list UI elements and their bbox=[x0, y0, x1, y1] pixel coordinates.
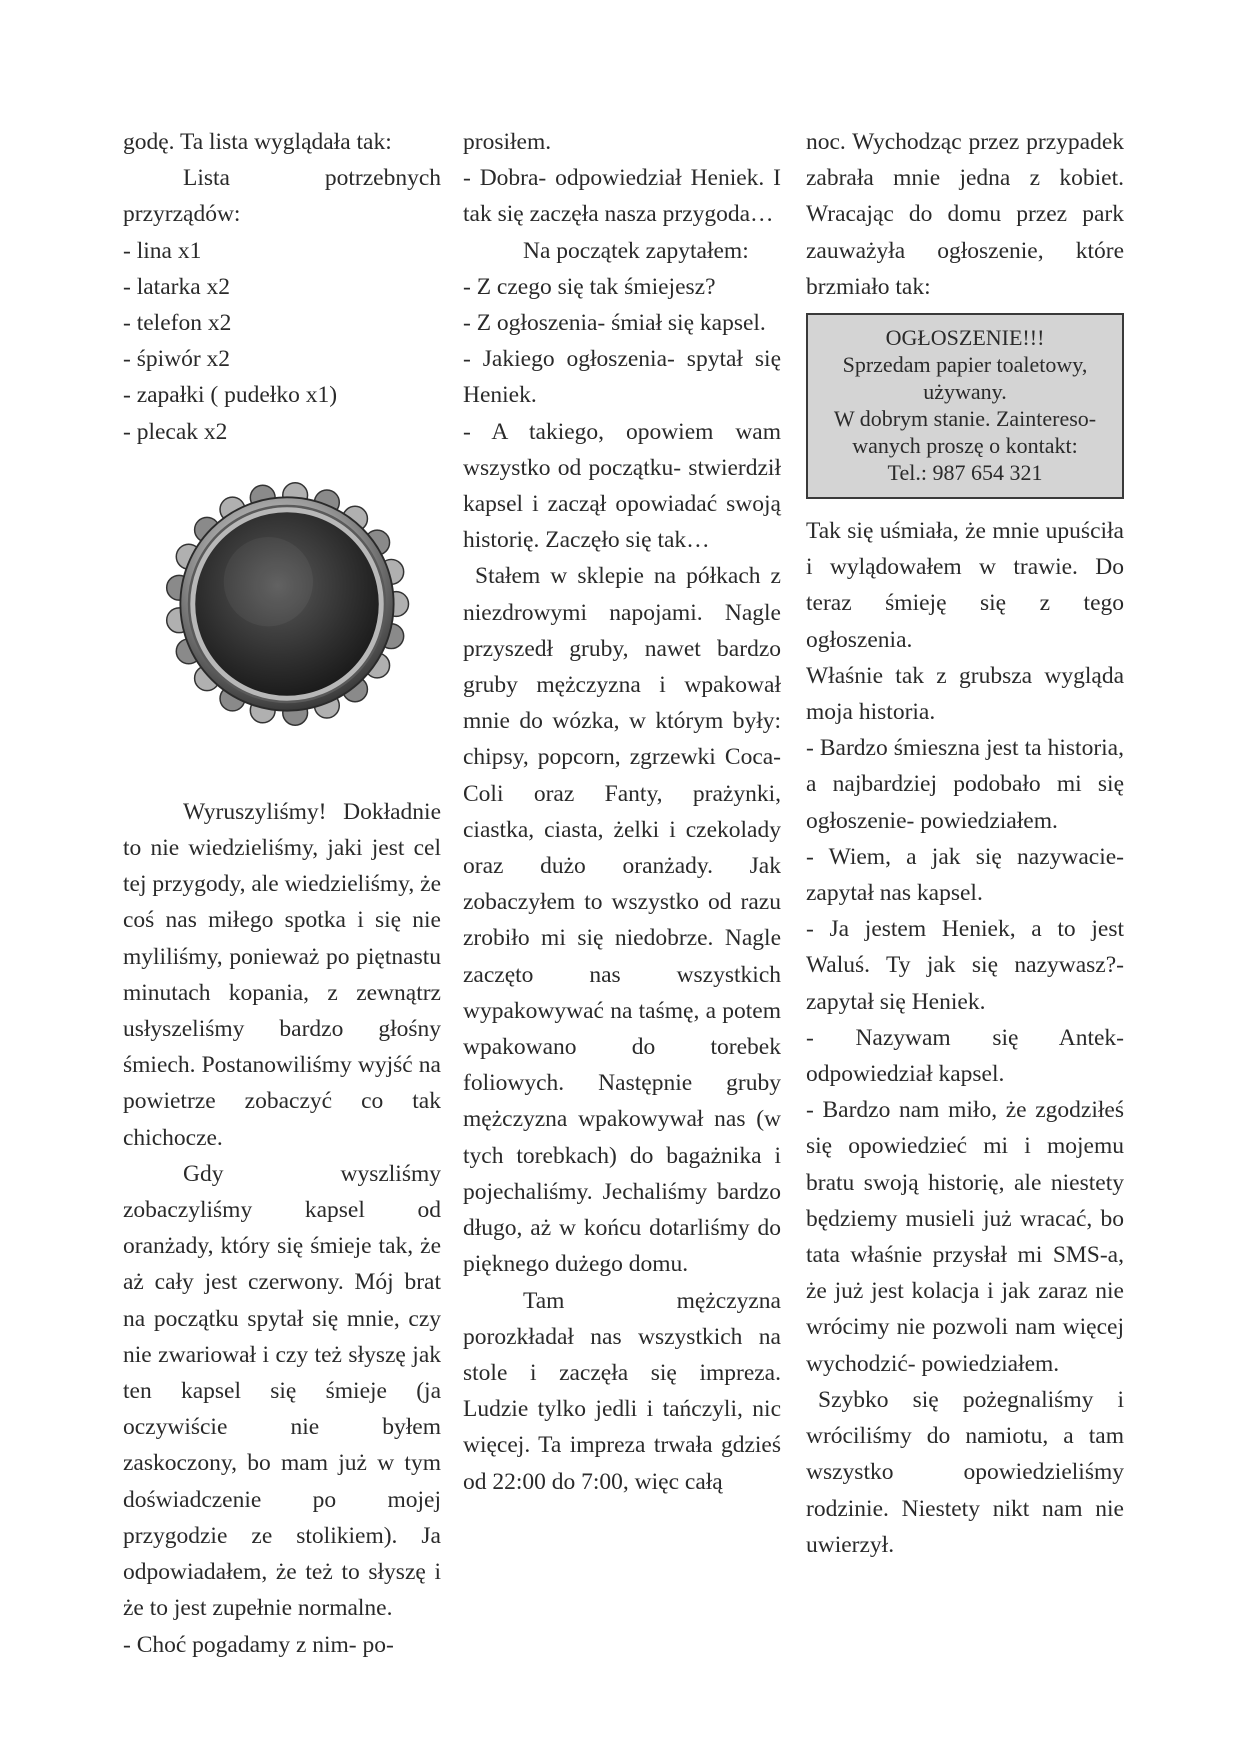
list-item: - lina x1 bbox=[123, 237, 202, 264]
dialogue-line: - Choć pogadamy z nim- po- bbox=[123, 1631, 394, 1658]
dialogue-line: - Z ogłoszenia- śmiał się kapsel. bbox=[463, 310, 766, 337]
dialogue-line: - Ja jestem Heniek, a to jest Waluś. Ty jak się nazywasz?- zapytał się Heniek. bbox=[806, 916, 1124, 1015]
dialogue-line: - Dobra- odpowiedział Heniek. I tak się zaczęła nasza przygoda… bbox=[463, 165, 781, 228]
announcement-line: wanych proszę o kontakt: bbox=[852, 433, 1078, 459]
paragraph-text: Tak się uśmiała, że mnie upuściła i wylądowałem w trawie. Do teraz śmieję się z tego ogłoszenia. bbox=[806, 518, 1124, 653]
dialogue-line: - A takiego, opowiem wam wszystko od początku- stwierdził kapsel i zaczął opowiadać swoją historię. Zaczęło się tak… bbox=[463, 418, 781, 554]
paragraph-party: Tam mężczyzna porozkładał nas wszystkich na stole i zaczęła się impreza. Ludzie tylko jedli i tańczyli, nic więcej. Ta impreza trwała gdzieś od 22:00 do 7:00, więc całą bbox=[463, 1287, 781, 1495]
announcement-line: Tel.: 987 654 321 bbox=[887, 460, 1043, 486]
column-2 bbox=[463, 124, 781, 1500]
paragraph-departure: Wyruszyliśmy! Dokładnie to nie wiedzieliśmy, jaki jest cel tej przygody, ale wiedzieliśmy, że coś nas miłego spotka i się nie myliliśmy, ponieważ po piętnastu minutach kopania, z zewnątrz usłyszeliśmy bardzo głośny śmiech. Postanowiliśmy wyjść na powietrze zobaczyć co tak chichocze. bbox=[123, 798, 441, 1151]
paragraph-park: noc. Wychodząc przez przypadek zabrała mnie jedna z kobiet. Wracając do domu przez park zauważyła ogłoszenie, które brzmiało tak: bbox=[806, 129, 1124, 300]
dialogue-line: - Wiem, a jak się nazywacie- zapytał nas kapsel. bbox=[806, 843, 1124, 907]
list-title: Lista potrzebnych przyrządów: bbox=[123, 165, 441, 228]
dialogue-line: - Z czego się tak śmiejesz? bbox=[463, 273, 716, 300]
list-item: - śpiwór x2 bbox=[123, 346, 231, 373]
list-item: - telefon x2 bbox=[123, 310, 232, 337]
dialogue-line: prosiłem. bbox=[463, 129, 552, 155]
announcement-box bbox=[806, 313, 1124, 499]
dialogue-line: - Bardzo nam miło, że zgodziłeś się opowiedzieć mi i mojemu bratu swoją historię, ale niestety będziemy musieli już wracać, bo tata właśnie przysłał mi SMS-a, że już jest kolacja i jak zaraz nie wrócimy nie pozwoli nam więcej wychodzić- powiedziałem. bbox=[806, 1097, 1124, 1377]
bottle-cap-image bbox=[163, 480, 411, 728]
paragraph-bottle-cap: Gdy wyszliśmy zobaczyliśmy kapsel od oranżady, który się śmieje tak, że aż cały jest czerwony. Mój brat na początku spytał się mnie, czy nie zwariował i czy też słyszę jak ten kapsel się śmieje (ja oczywiście nie byłem zaskoczony, bo mam już w tym doświadczenie po mojej przygodzie ze stolikiem). Ja odpowiadałem, że też to słyszę i że to jest zupełnie normalne. bbox=[123, 1160, 441, 1622]
announcement-line: OGŁOSZENIE!!! bbox=[885, 325, 1045, 351]
announcement-line: Sprzedam papier toaletowy, bbox=[842, 352, 1088, 378]
paragraph-ending: Szybko się pożegnaliśmy i wróciliśmy do namiotu, a tam wszystko opowiedzieliśmy rodzinie. Niestety nikt nam nie uwierzył. bbox=[806, 1386, 1124, 1558]
announcement-line: W dobrym stanie. Zaintereso- bbox=[833, 406, 1097, 432]
list-item: - zapałki ( pudełko x1) bbox=[123, 382, 338, 409]
dialogue-line: - Jakiego ogłoszenia- spytał się Heniek. bbox=[463, 346, 781, 409]
column-3 bbox=[806, 124, 1124, 1563]
list-item: - plecak x2 bbox=[123, 418, 228, 445]
list-item: - latarka x2 bbox=[123, 273, 231, 300]
announcement-line: używany. bbox=[923, 379, 1007, 405]
bottle-cap-illustration bbox=[123, 480, 441, 780]
paragraph-text: Właśnie tak z grubsza wygląda moja historia. bbox=[806, 662, 1124, 726]
intro-text: godę. Ta lista wyglądała tak: bbox=[123, 129, 392, 155]
dialogue-line: - Nazywam się Antek- odpowiedział kapsel. bbox=[806, 1024, 1124, 1088]
paragraph-story: Stałem w sklepie na półkach z niezdrowymi napojami. Nagle przyszedł gruby, nawet bardzo gruby mężczyzna i wpakował mnie do wózka, w którym były: chipsy, popcorn, zgrzewki Coca-Coli oraz Fanty, prażynki, ciastka, ciasta, żelki i czekolady oraz dużo oranżady. Jak zobaczyłem to wszystko od razu zrobiło mi się niedobrze. Nagle zaczęto nas wszystkich wypakowywać na taśmę, a potem wpakowano do torebek foliowych. Następnie gruby mężczyzna wpakowywał nas (w tych torebkach) do bagażnika i pojechaliśmy. Jechaliśmy bardzo długo, aż w końcu dotarliśmy do pięknego dużego domu. bbox=[463, 563, 781, 1278]
equipment-list bbox=[123, 233, 441, 450]
dialogue-line: - Bardzo śmieszna jest ta historia, a najbardziej podobało mi się ogłoszenie- powiedziałem. bbox=[806, 735, 1124, 834]
paragraph-question: Na początek zapytałem: bbox=[523, 237, 749, 264]
column-1 bbox=[123, 124, 441, 1663]
